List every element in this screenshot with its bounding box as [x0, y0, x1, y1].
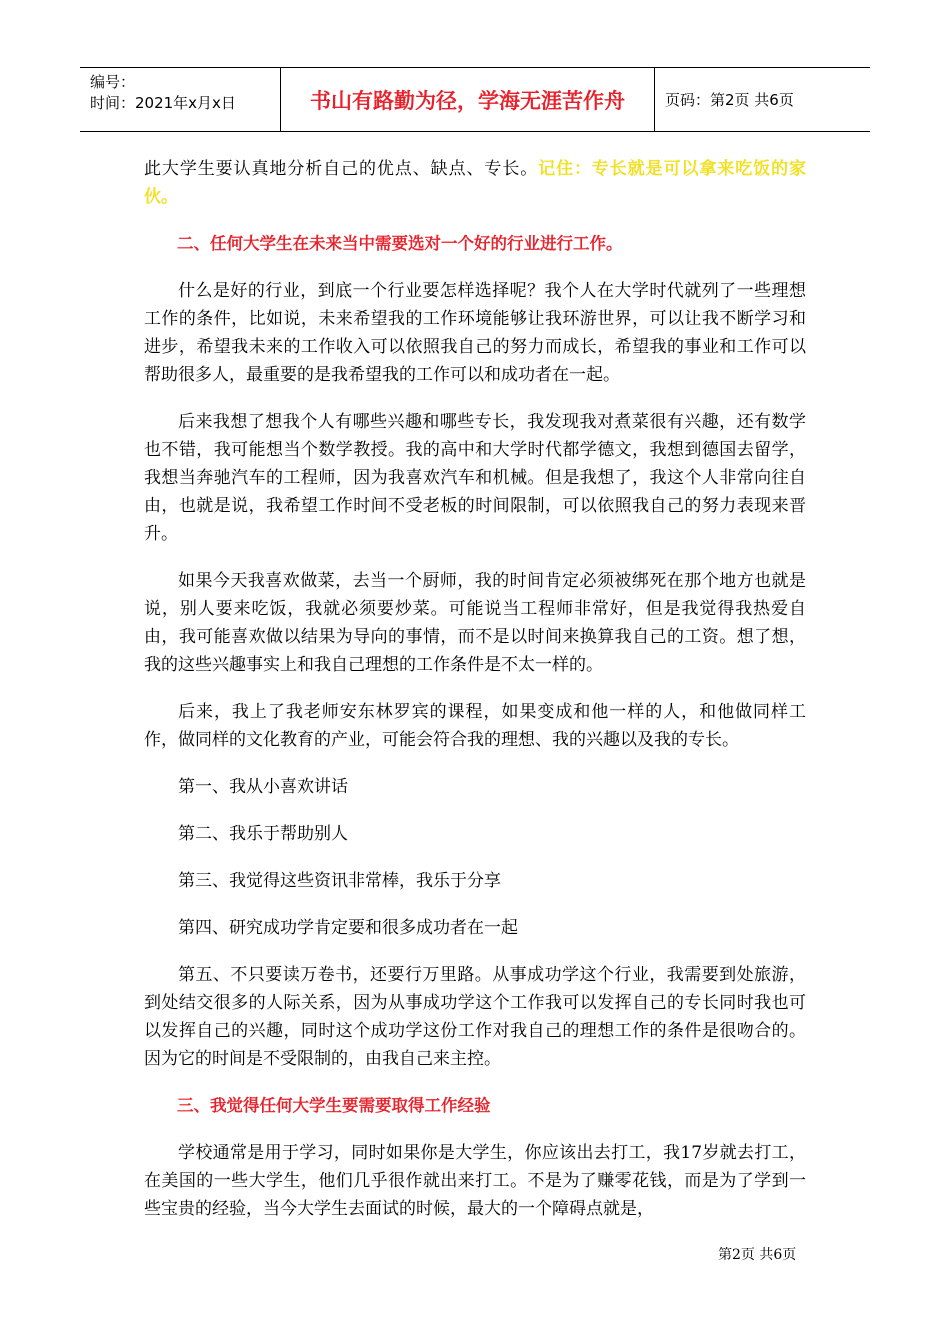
paragraph-text: 此大学生要认真地分析自己的优点、缺点、专长。 [144, 159, 539, 179]
paragraph-5: 学校通常是用于学习，同时如果你是大学生，你应该出去打工，我17岁就去打工，在美国的一些大学生，他们几乎很作就出来打工。不是为了赚零花钱，而是为了学到一些宝贵的经验，当今大学生去面试的时候，最大的一个障碍点就是， [144, 1143, 806, 1219]
highlighted-note: 记住：专长就是可以拿来吃饭的家伙。 [144, 159, 807, 207]
list-item-4: 第四、研究成功学肯定要和很多成功者在一起 [178, 918, 518, 938]
document-body [144, 155, 806, 1223]
list-item-1: 第一、我从小喜欢讲话 [178, 777, 348, 797]
list-item-3: 第三、我觉得这些资讯非常棒，我乐于分享 [178, 871, 501, 891]
section-heading-2: 二、任何大学生在未来当中需要选对一个好的行业进行工作。 [177, 234, 623, 253]
document-number: 编号： [90, 73, 136, 91]
paragraph-4: 后来，我上了我老师安东林罗宾的课程，如果变成和他一样的人，和他做同样工作，做同样的文化教育的产业，可能会符合我的理想、我的兴趣以及我的专长。 [144, 702, 806, 750]
header-page-info: 页码：第2页 共6页 [665, 91, 794, 109]
list-item-5: 第五、不只要读万卷书，还要行万里路。从事成功学这个行业，我需要到处旅游，到处结交很多的人际关系，因为从事成功学这个工作我可以发挥自己的专长同时我也可以发挥自己的兴趣，同时这个成功学这份工作对我自己的理想工作的条件是很吻合的。因为它的时间是不受限制的，由我自己来主控。 [144, 965, 806, 1069]
section-heading-3: 三、我觉得任何大学生要需要取得工作经验 [177, 1096, 491, 1115]
header-motto: 书山有路勤为径，学海无涯苦作舟 [281, 68, 655, 131]
header-meta [80, 68, 281, 131]
paragraph-3: 如果今天我喜欢做菜，去当一个厨师，我的时间肯定必须被绑死在那个地方也就是说，别人要来吃饭，我就必须要炒菜。可能说当工程师非常好，但是我觉得我热爱自由，我可能喜欢做以结果为导向的事情，而不是以时间来换算我自己的工资。想了想，我的这些兴趣事实上和我自己理想的工作条件是不太一样的。 [144, 571, 806, 675]
page-header [80, 67, 870, 132]
page-footer: 第2页 共6页 [718, 1247, 797, 1263]
list-item-2: 第二、我乐于帮助别人 [178, 824, 348, 844]
paragraph-1: 什么是好的行业，到底一个行业要怎样选择呢？我个人在大学时代就列了一些理想工作的条件，比如说，未来希望我的工作环境能够让我环游世界，可以让我不断学习和进步，希望我未来的工作收入可以依照我自己的努力而成长，希望我的事业和工作可以帮助很多人，最重要的是我希望我的工作可以和成功者在一起。 [144, 281, 806, 385]
paragraph-continued [144, 155, 806, 211]
paragraph-2: 后来我想了想我个人有哪些兴趣和哪些专长，我发现我对煮菜很有兴趣，还有数学也不错，我可能想当个数学教授。我的高中和大学时代都学德文，我想到德国去留学，我想当奔驰汽车的工程师，因为我喜欢汽车和机械。但是我想了，我这个人非常向往自由，也就是说，我希望工作时间不受老板的时间限制，可以依照我自己的努力表现来晋升。 [144, 412, 806, 544]
document-time: 时间：2021年x月x日 [90, 94, 236, 112]
